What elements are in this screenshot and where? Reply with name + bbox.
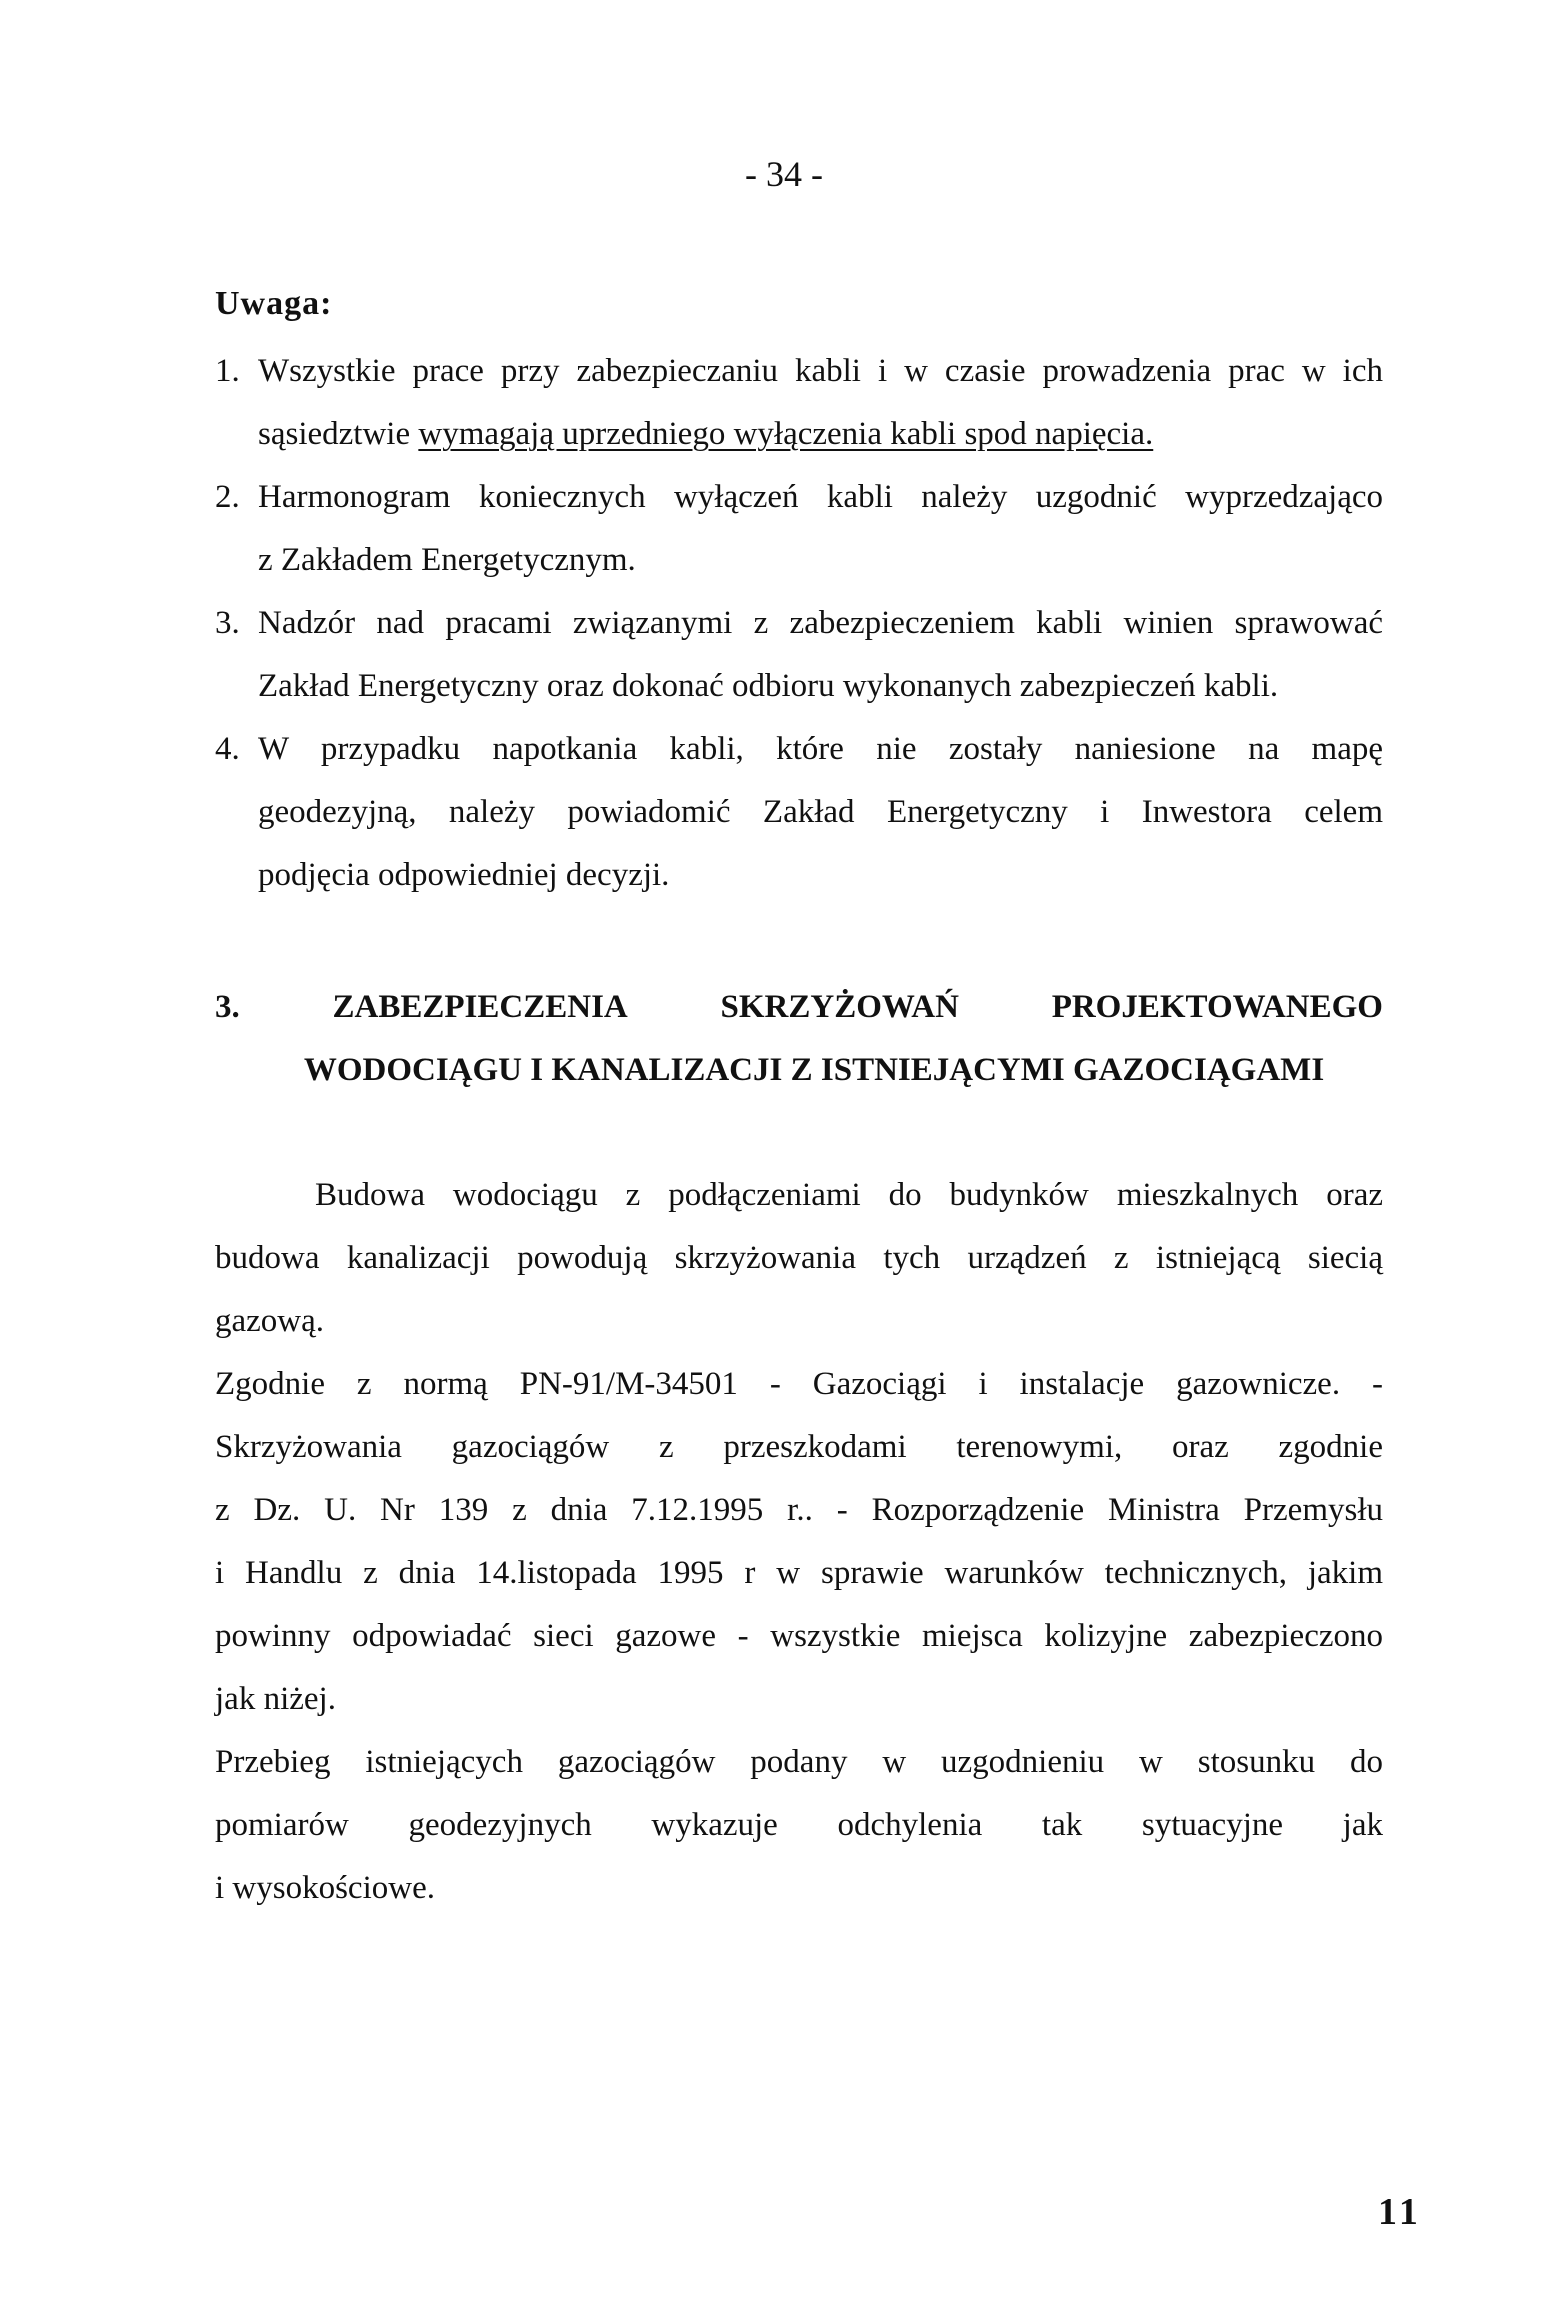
section-heading-word: ZABEZPIECZENIA xyxy=(332,989,628,1025)
paragraph-line: Przebieg istniejących gazociągów podany w uzgodnieniu w stosunku do xyxy=(215,1744,1383,1780)
paragraph-line: z Dz. U. Nr 139 z dnia 7.12.1995 r.. - Rozporządzenie Ministra Przemysłu xyxy=(215,1492,1383,1528)
section-heading-word: PROJEKTOWANEGO xyxy=(1051,989,1383,1025)
paragraph-line: gazową. xyxy=(215,1303,325,1339)
note-line: z Zakładem Energetycznym. xyxy=(258,542,636,578)
note-text xyxy=(258,592,1383,718)
section-heading-line-2: WODOCIĄGU I KANALIZACJI Z ISTNIEJĄCYMI GAZOCIĄGAMI xyxy=(303,1052,1325,1088)
paragraph-line: Zgodnie z normą PN-91/M-34501 - Gazociągi i instalacje gazownicze. - xyxy=(215,1366,1383,1402)
paragraph-line: budowa kanalizacji powodują skrzyżowania tych urządzeń z istniejącą siecią xyxy=(215,1240,1383,1276)
uwaga-title: Uwaga: xyxy=(215,285,333,322)
note-text xyxy=(258,340,1383,466)
paragraph-line: powinny odpowiadać sieci gazowe - wszystkie miejsca kolizyjne zabezpieczono xyxy=(215,1618,1383,1654)
paragraph-line: Budowa wodociągu z podłączeniami do budynków mieszkalnych oraz xyxy=(315,1177,1383,1213)
paragraph-line: jak niżej. xyxy=(215,1681,336,1717)
note-line: geodezyjną, należy powiadomić Zakład Energetyczny i Inwestora celem xyxy=(258,794,1383,830)
note-number: 3. xyxy=(215,605,240,641)
section-number: 3. xyxy=(215,989,240,1025)
section-heading-line-1 xyxy=(215,976,1383,1039)
note-line: Harmonogram koniecznych wyłączeń kabli należy uzgodnić wyprzedzająco xyxy=(258,479,1383,515)
page-number: - 34 - xyxy=(745,154,823,194)
paragraph-line: i Handlu z dnia 14.listopada 1995 r w sprawie warunków technicznych, jakim xyxy=(215,1555,1383,1591)
note-item-1 xyxy=(215,340,1383,466)
section-heading xyxy=(215,976,1383,1102)
note-number: 1. xyxy=(215,353,240,389)
note-line-prefix: sąsiedztwie xyxy=(258,416,419,452)
paragraph-3 xyxy=(215,1731,1383,1920)
note-item-3 xyxy=(215,592,1383,718)
paragraph-line: Skrzyżowania gazociągów z przeszkodami terenowymi, oraz zgodnie xyxy=(215,1429,1383,1465)
note-underlined-text: wymagają uprzedniego wyłączenia kabli spod napięcia. xyxy=(418,416,1154,452)
note-number: 2. xyxy=(215,479,240,515)
note-line: Wszystkie prace przy zabezpieczaniu kabli i w czasie prowadzenia prac w ich xyxy=(258,353,1383,389)
note-line xyxy=(258,403,1383,466)
note-text xyxy=(258,718,1383,907)
note-line: Nadzór nad pracami związanymi z zabezpieczeniem kabli winien sprawować xyxy=(258,605,1383,641)
note-item-2 xyxy=(215,466,1383,592)
handwritten-page-mark: 11 xyxy=(1378,2191,1422,2233)
note-line: podjęcia odpowiedniej decyzji. xyxy=(258,857,670,893)
section-heading-word: SKRZYŻOWAŃ xyxy=(720,989,959,1025)
paragraph-1 xyxy=(215,1164,1383,1353)
note-item-4 xyxy=(215,718,1383,907)
paragraph-2 xyxy=(215,1353,1383,1731)
note-number: 4. xyxy=(215,731,240,767)
paragraph-line: pomiarów geodezyjnych wykazuje odchylenia tak sytuacyjne jak xyxy=(215,1807,1383,1843)
note-line: Zakład Energetyczny oraz dokonać odbioru wykonanych zabezpieczeń kabli. xyxy=(258,668,1279,704)
note-text xyxy=(258,466,1383,592)
note-line: W przypadku napotkania kabli, które nie zostały naniesione na mapę xyxy=(258,731,1383,767)
paragraph-line: i wysokościowe. xyxy=(215,1870,435,1906)
